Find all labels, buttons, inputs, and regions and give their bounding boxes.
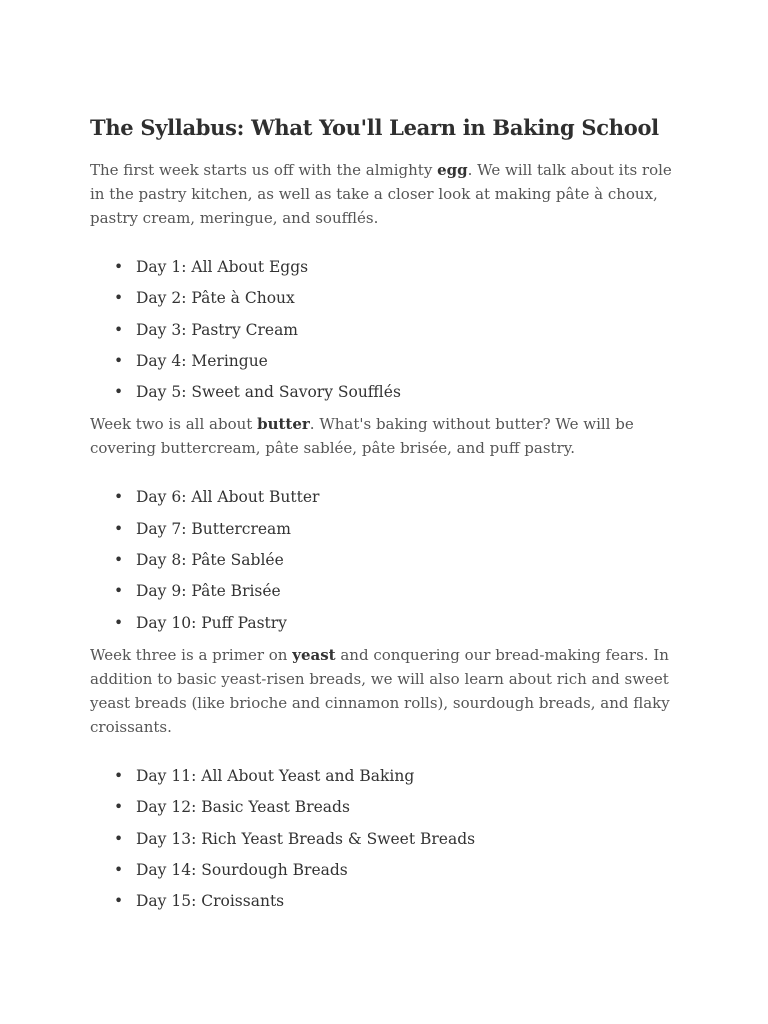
day-label: Day 7: [136,519,187,538]
week-3-day-list [90,761,678,917]
week-2-intro-before: Week two is all about [90,415,258,434]
day-label: Day 12: [136,798,197,817]
week-1-intro [90,158,678,230]
day-topic: Pâte Brisée [191,582,281,601]
bullet-icon: • [114,289,124,308]
day-label: Day 9: [136,582,187,601]
list-item [114,482,678,513]
day-topic: Sourdough Breads [201,860,348,879]
day-topic: Buttercream [191,519,291,538]
list-item [114,545,678,576]
bullet-icon: • [114,766,124,785]
day-label: Day 14: [136,860,197,879]
list-item [114,252,678,283]
bullet-icon: • [114,829,124,848]
day-topic: All About Butter [191,488,320,507]
week-3-intro [90,643,678,739]
day-label: Day 6: [136,488,187,507]
bullet-icon: • [114,860,124,879]
bullet-icon: • [114,551,124,570]
list-item [114,346,678,377]
list-item [114,761,678,792]
week-1-day-list [90,252,678,408]
bullet-icon: • [114,320,124,339]
day-label: Day 15: [136,892,197,911]
day-label: Day 4: [136,351,187,370]
week-2-keyword: butter [257,415,310,434]
day-topic: All About Eggs [191,258,309,276]
week-2-day-list [90,482,678,638]
day-topic: Puff Pastry [201,613,287,632]
week-2-intro [90,412,678,460]
list-item [114,824,678,855]
week-3-intro-before: Week three is a primer on [90,645,293,664]
bullet-icon: • [114,351,124,370]
day-label: Day 3: [136,320,187,339]
week-1-intro-before: The first week starts us off with the almighty [90,161,438,179]
day-label: Day 8: [136,551,187,570]
day-label: Day 13: [136,829,197,848]
week-1-intro-after: . We will talk about its role in the pastry kitchen, as well as take a closer look at making pâte à choux, pastry cream, meringue, and soufflés. [90,161,672,227]
list-item [114,315,678,346]
day-label: Day 5: [136,383,187,402]
day-label: Day 1: [136,258,187,276]
bullet-icon: • [114,519,124,538]
day-label: Day 11: [136,766,197,785]
week-3-intro-after: and conquering our bread-making fears. In addition to basic yeast-risen breads, we will also learn about rich and sweet yeast breads (like brioche and cinnamon rolls), sourdough breads, and flaky croissants. [90,645,670,736]
list-item [114,792,678,823]
list-item [114,886,678,917]
list-item [114,855,678,886]
day-label: Day 2: [136,289,187,308]
bullet-icon: • [114,798,124,817]
day-topic: Pâte Sablée [191,551,284,570]
bullet-icon: • [114,582,124,601]
bullet-icon: • [114,383,124,402]
list-item [114,377,678,408]
week-2-intro-after: . What's baking without butter? We will be covering buttercream, pâte sablée, pâte brisée, and puff pastry. [90,415,634,458]
list-item [114,576,678,607]
day-topic: Meringue [191,351,268,370]
day-topic: Croissants [201,892,285,911]
bullet-icon: • [114,488,124,507]
bullet-icon: • [114,258,124,276]
list-item [114,514,678,545]
week-1-keyword: egg [437,161,468,179]
list-item [114,608,678,639]
week-3-keyword: yeast [292,645,336,664]
day-topic: Basic Yeast Breads [201,798,350,817]
day-topic: All About Yeast and Baking [201,766,415,785]
day-topic: Sweet and Savory Soufflés [191,383,401,402]
day-label: Day 10: [136,613,197,632]
day-topic: Rich Yeast Breads & Sweet Breads [201,829,476,848]
page-title: The Syllabus: What You'll Learn in Baking School [90,115,659,140]
bullet-icon: • [114,892,124,911]
day-topic: Pastry Cream [191,320,299,339]
bullet-icon: • [114,613,124,632]
day-topic: Pâte à Choux [191,289,295,308]
list-item [114,283,678,314]
